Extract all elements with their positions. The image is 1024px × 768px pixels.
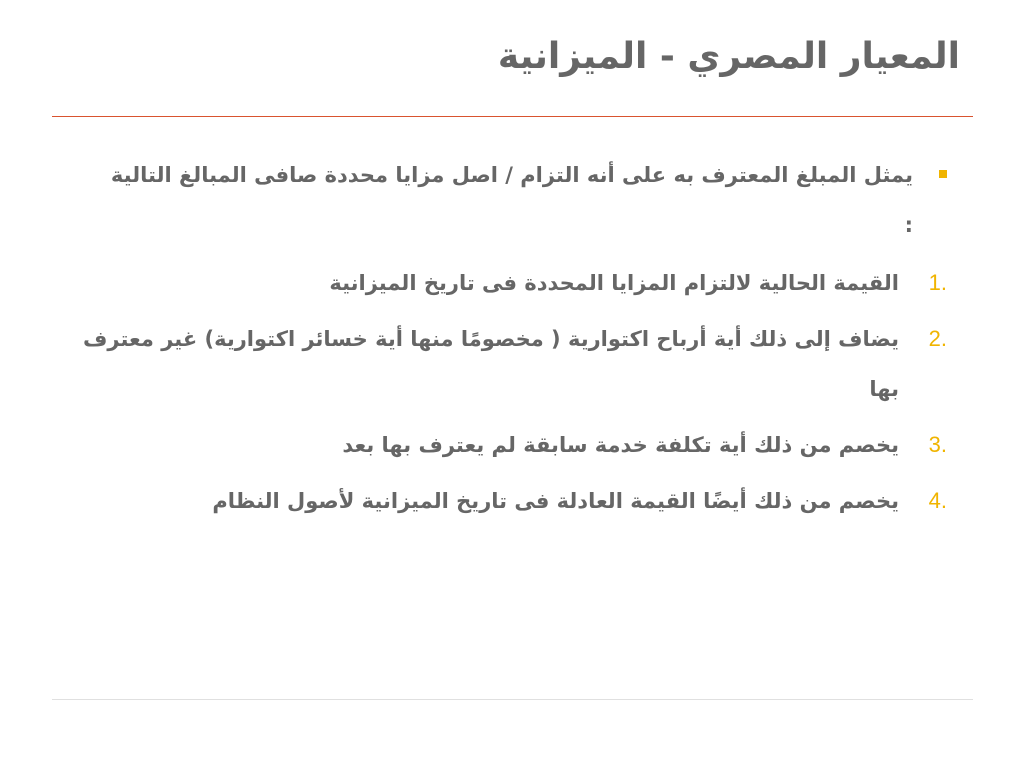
numbered-item-3 — [97, 420, 947, 470]
bullet-paragraph — [97, 150, 947, 250]
slide-title: المعيار المصري - الميزانية — [497, 36, 960, 77]
numbered-item-1 — [97, 258, 947, 308]
number-marker: 4. — [928, 488, 947, 513]
number-marker: 1. — [928, 270, 947, 295]
numbered-item-text: يضاف إلى ذلك أية أرباح اكتوارية ( مخصومًا منها أية خسائر اكتوارية) غير معترف بها — [83, 327, 899, 401]
number-marker: 3. — [928, 432, 947, 457]
numbered-item-text: يخصم من ذلك أيضًا القيمة العادلة فى تاريخ الميزانية لأصول النظام — [212, 489, 899, 513]
footer-divider — [52, 699, 973, 700]
numbered-item-2 — [77, 314, 947, 414]
square-bullet-icon — [939, 170, 947, 178]
numbered-item-text: يخصم من ذلك أية تكلفة خدمة سابقة لم يعترف بها بعد — [342, 433, 899, 457]
numbered-item-4 — [97, 476, 947, 526]
slide-content — [83, 150, 947, 532]
number-marker: 2. — [928, 326, 947, 351]
bullet-text: يمثل المبلغ المعترف به على أنه التزام / اصل مزايا محددة صافى المبالغ التالية : — [110, 163, 913, 237]
numbered-item-text: القيمة الحالية لالتزام المزايا المحددة فى تاريخ الميزانية — [329, 271, 899, 295]
title-divider — [52, 116, 973, 117]
